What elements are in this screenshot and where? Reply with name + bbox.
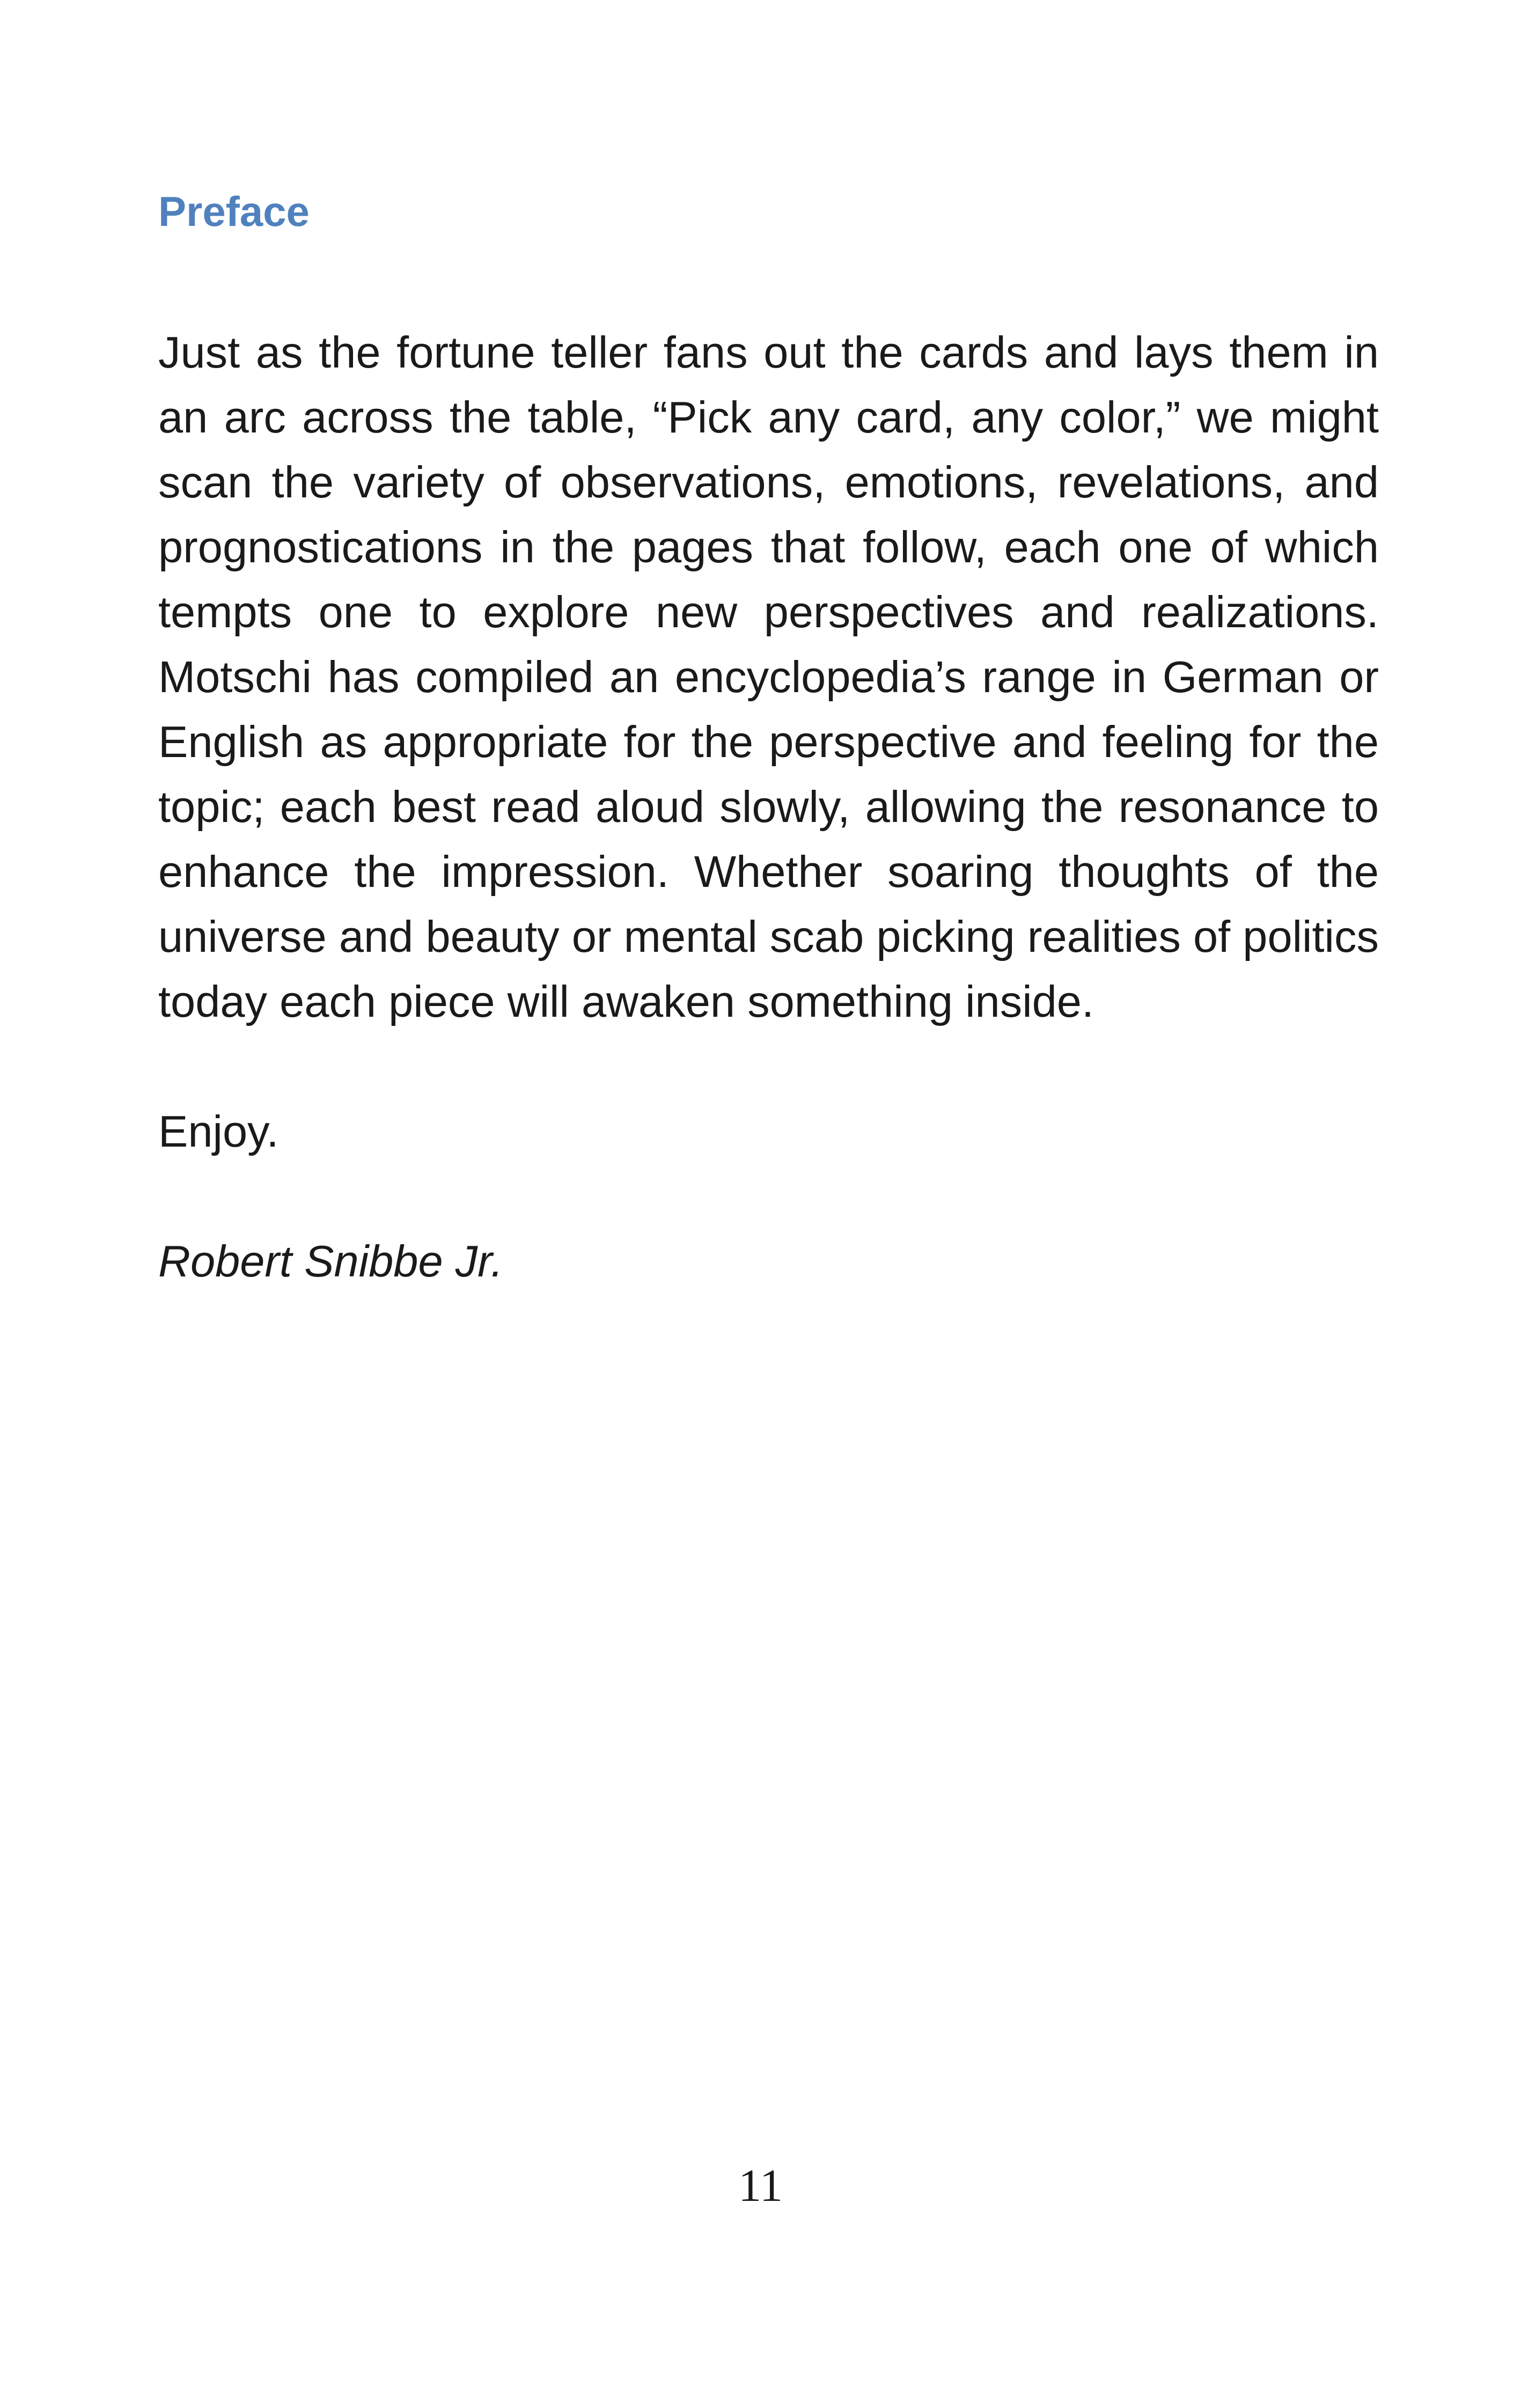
preface-heading: Preface — [158, 188, 310, 235]
closing-line: Enjoy. — [158, 1106, 279, 1156]
preface-body-paragraph: Just as the fortune teller fans out the cards and lays them in an arc across the table, “Pick any card, any color,” we might scan the variety of observations, emotions, revelations, and prognostications in the pages that follow, each one of which tempts one to explore new perspectives and realizations. Motschi has compiled an encyclopedia’s range in German or English as appropriate for the perspective and feeling for the topic; each best read aloud slowly, allowing the resonance to enhance the impression. Whether soaring thoughts of the universe and beauty or mental scab picking realities of politics today each piece will awaken something inside. — [158, 327, 1379, 1026]
page-number: 11 — [738, 2160, 783, 2211]
author-signature: Robert Snibbe Jr. — [158, 1236, 503, 1286]
